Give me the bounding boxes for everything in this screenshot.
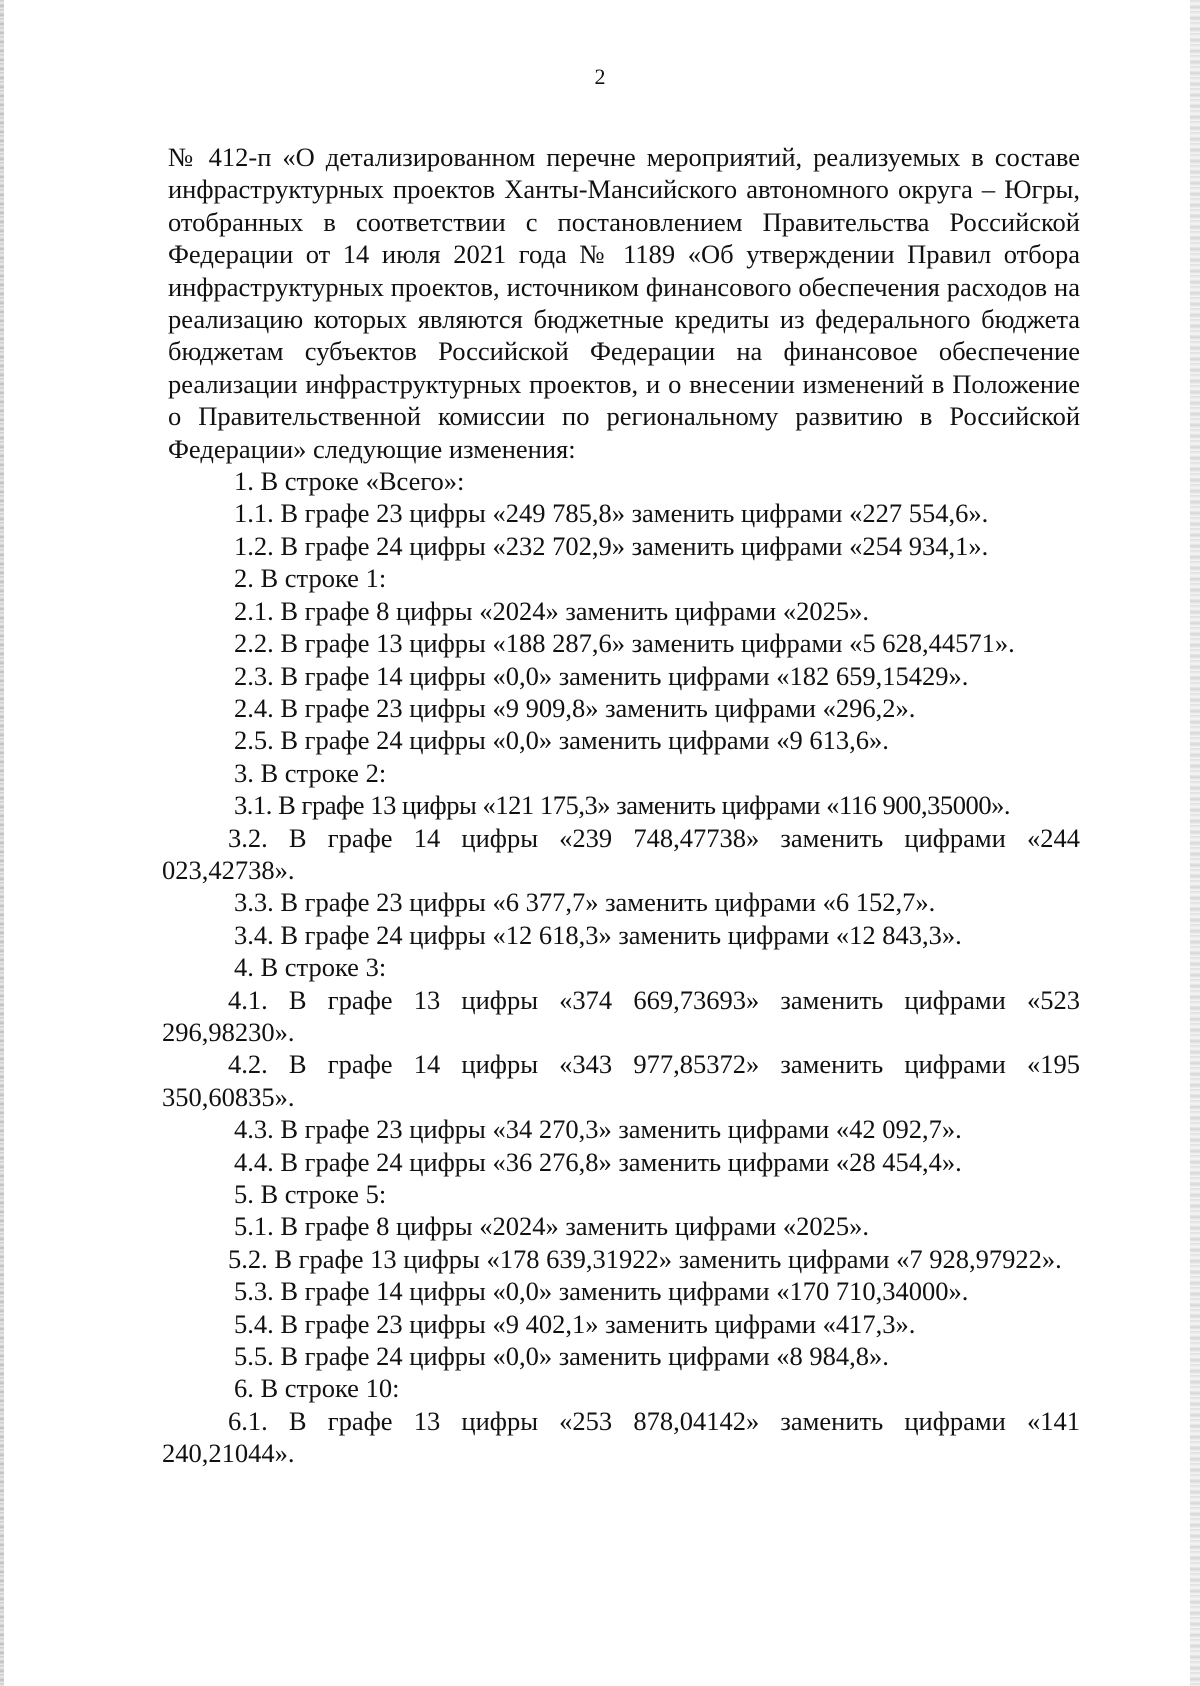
item-3-4: 3.4. В графе 24 цифры «12 618,3» заменить цифрами «12 843,3». xyxy=(234,919,962,950)
item-4-3: 4.3. В графе 23 цифры «34 270,3» заменить цифрами «42 092,7». xyxy=(234,1114,962,1145)
item-1-1: 1.1. В графе 23 цифры «249 785,8» заменить цифрами «227 554,6». xyxy=(234,498,989,529)
item-5-4: 5.4. В графе 23 цифры «9 402,1» заменить цифрами «417,3». xyxy=(234,1308,916,1339)
item-3: 3. В строке 2: xyxy=(234,757,387,788)
item-5-1: 5.1. В графе 8 цифры «2024» заменить цифрами «2025». xyxy=(234,1211,869,1242)
item-3-2: 3.2. В графе 14 цифры «239 748,47738» заменить цифрами «244 023,42738». xyxy=(162,822,1080,885)
item-2-4: 2.4. В графе 23 цифры «9 909,8» заменить цифрами «296,2». xyxy=(234,692,916,723)
item-5-2: 5.2. В графе 13 цифры «178 639,31922» заменить цифрами «7 928,97922». xyxy=(228,1243,1062,1274)
item-2-3: 2.3. В графе 14 цифры «0,0» заменить цифрами «182 659,15429». xyxy=(234,660,969,691)
item-4-4: 4.4. В графе 24 цифры «36 276,8» заменить цифрами «28 454,4». xyxy=(234,1146,962,1177)
item-4-1: 4.1. В графе 13 цифры «374 669,73693» заменить цифрами «523 296,98230». xyxy=(162,984,1080,1047)
item-5-3: 5.3. В графе 14 цифры «0,0» заменить цифрами «170 710,34000». xyxy=(234,1276,969,1307)
scan-edge-right xyxy=(1190,0,1200,1686)
item-1-2: 1.2. В графе 24 цифры «232 702,9» заменить цифрами «254 934,1». xyxy=(234,530,989,561)
item-5: 5. В строке 5: xyxy=(234,1179,387,1209)
scan-edge-left xyxy=(0,0,4,1686)
item-3-3: 3.3. В графе 23 цифры «6 377,7» заменить цифрами «6 152,7». xyxy=(234,887,936,918)
item-3-1: 3.1. В графе 13 цифры «121 175,3» заменить цифрами «116 900,35000». xyxy=(234,790,1011,821)
item-4: 4. В строке 3: xyxy=(234,952,387,983)
item-1: 1. В строке «Всего»: xyxy=(234,466,465,497)
item-2-1: 2.1. В графе 8 цифры «2024» заменить цифрами «2025». xyxy=(234,595,869,626)
page-number: 2 xyxy=(594,64,606,89)
item-6: 6. В строке 10: xyxy=(234,1373,400,1404)
item-5-5: 5.5. В графе 24 цифры «0,0» заменить цифрами «8 984,8». xyxy=(234,1341,889,1372)
item-2-2: 2.2. В графе 13 цифры «188 287,6» заменить цифрами «5 628,44571». xyxy=(234,628,1015,659)
item-4-2: 4.2. В графе 14 цифры «343 977,85372» заменить цифрами «195 350,60835». xyxy=(162,1049,1080,1112)
item-2: 2. В строке 1: xyxy=(234,563,387,594)
item-2-5: 2.5. В графе 24 цифры «0,0» заменить цифрами «9 613,6». xyxy=(234,725,889,756)
item-6-1: 6.1. В графе 13 цифры «253 878,04142» заменить цифрами «141 240,21044». xyxy=(162,1405,1080,1469)
document-body xyxy=(162,141,1080,1470)
intro-paragraph: № 412-п «О детализированном перечне мероприятий, реализуемых в составе инфраструктурных проектов Ханты-Мансийского автономного округа – Югры, отобранных в соответствии с постановлением Правительства Российской Федерации от 14 июля 2021 года № 1189 «Об утверждении Правил отбора инфраструктурных проектов, источником финансового обеспечения расходов на реализацию которых являются бюджетные кредиты из федерального бюджета бюджетам субъектов Российской Федерации на финансовое обеспечение реализации инфраструктурных проектов, и о внесении изменений в Положение о Правительственной комиссии по региональному развитию в Российской Федерации» следующие изменения: xyxy=(168,142,1080,464)
